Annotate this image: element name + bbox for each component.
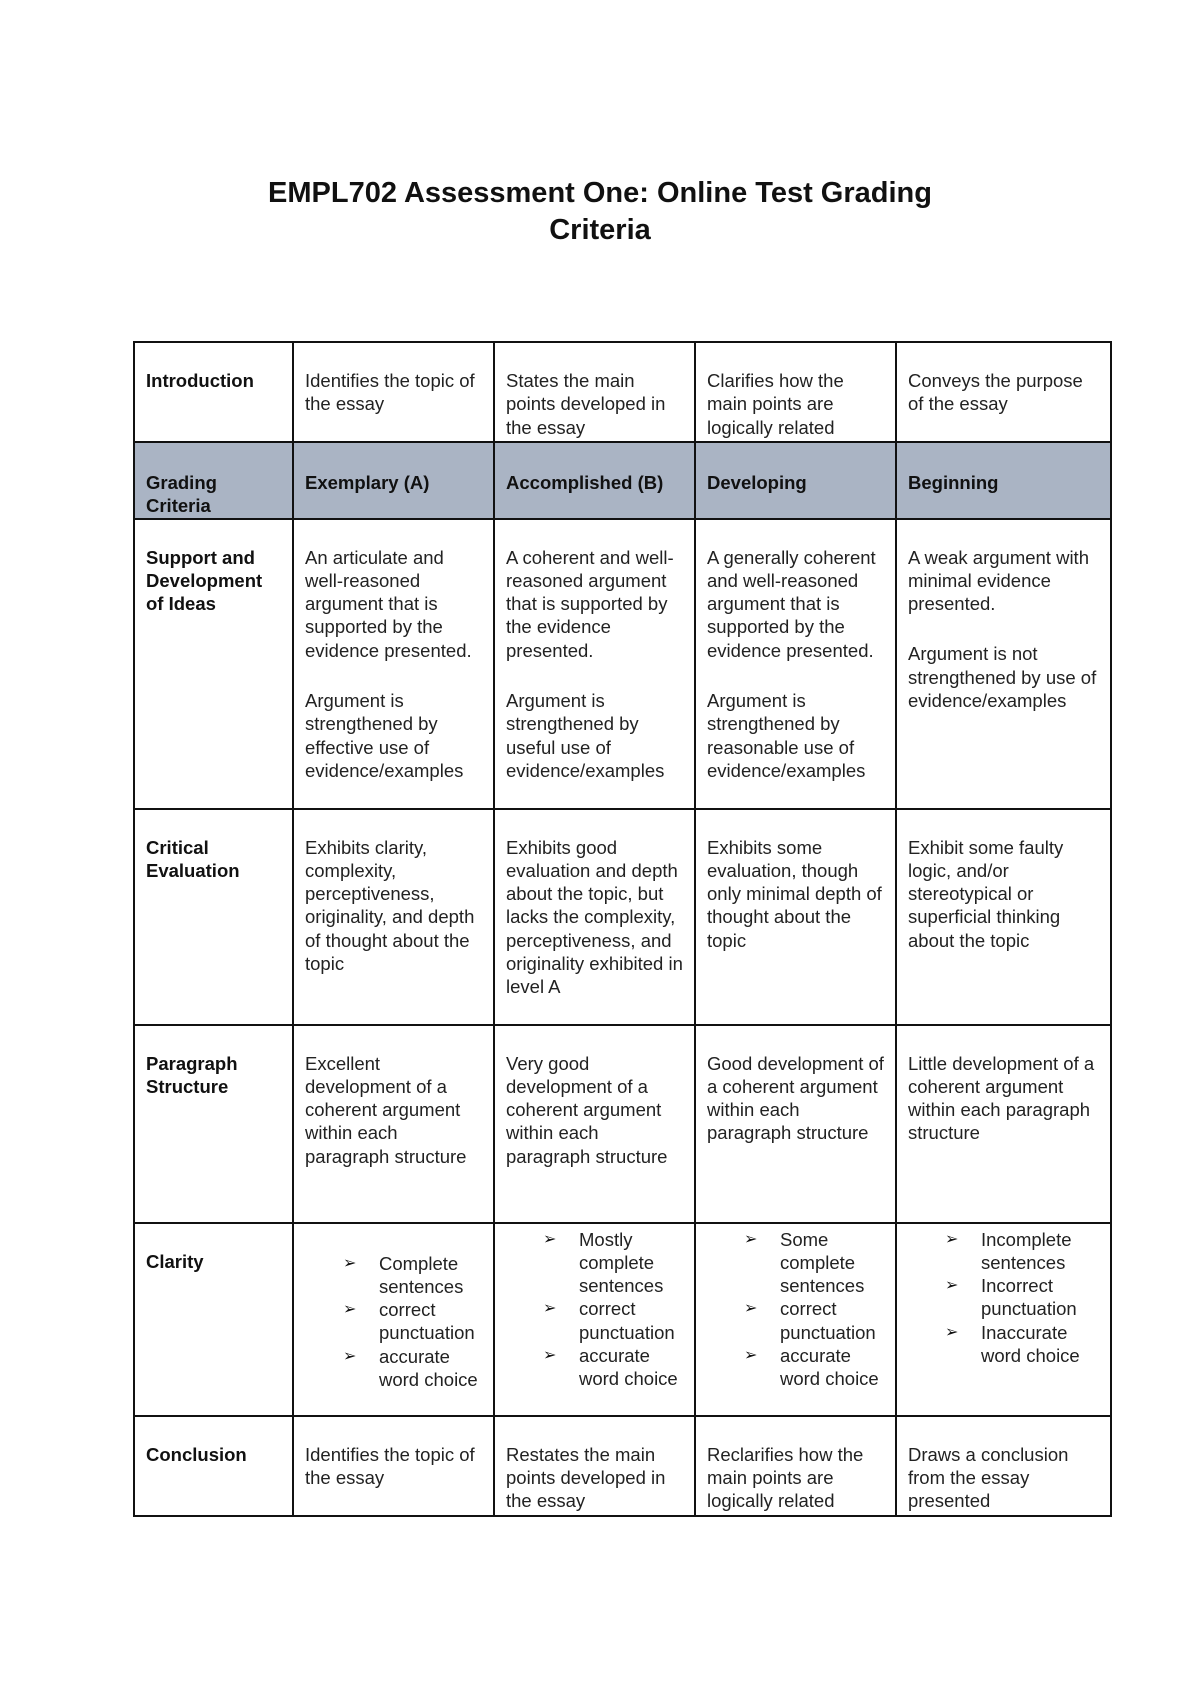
critical-cell-beginning: Exhibit some faulty logic, and/or stereotypical or superficial thinking about the topic (896, 809, 1111, 1025)
paragraph-cell-beginning: Little development of a coherent argument within each paragraph structure (896, 1025, 1111, 1223)
header-level-beginning: Beginning (896, 442, 1111, 519)
list-item: ➢ correct punctuation (744, 1298, 876, 1343)
arrow-bullet-icon: ➢ (744, 1300, 758, 1318)
clarity-cell-exemplary (293, 1223, 494, 1416)
support-cell-beginning (896, 519, 1111, 809)
support-developing-text-2: Argument is strengthened by reasonable use of evidence/examples (707, 690, 866, 781)
row-label-paragraph-structure: Paragraph Structure (134, 1025, 293, 1223)
introduction-cell-accomplished: States the main points developed in the essay (494, 342, 695, 442)
clarity-cell-beginning (896, 1223, 1111, 1416)
row-label-critical-evaluation: Critical Evaluation (134, 809, 293, 1025)
arrow-bullet-icon: ➢ (343, 1347, 357, 1365)
critical-cell-exemplary: Exhibits clarity, complexity, perceptiveness, originality, and depth of thought about the topic (293, 809, 494, 1025)
arrow-bullet-icon: ➢ (543, 1300, 557, 1318)
critical-cell-accomplished: Exhibits good evaluation and depth about the topic, but lacks the complexity, perceptiveness, and originality exhibited in level A (494, 809, 695, 1025)
table-row-critical-evaluation (134, 809, 1111, 1025)
paragraph-cell-exemplary: Excellent development of a coherent argument within each paragraph structure (293, 1025, 494, 1223)
clarity-accomplished-list (543, 1228, 684, 1391)
support-cell-accomplished (494, 519, 695, 809)
clarity-developing-list (744, 1228, 885, 1391)
paragraph-cell-developing: Good development of a coherent argument within each paragraph structure (695, 1025, 896, 1223)
header-label-grading-criteria: Grading Criteria (134, 442, 293, 519)
support-beginning-text-2: Argument is not strengthened by use of evidence/examples (908, 643, 1097, 712)
list-item: ➢ Inaccurate word choice (945, 1321, 1080, 1367)
arrow-bullet-icon: ➢ (343, 1301, 357, 1319)
header-level-accomplished: Accomplished (B) (494, 442, 695, 519)
list-item: ➢ Incorrect punctuation (945, 1275, 1077, 1320)
critical-cell-developing: Exhibits some evaluation, though only minimal depth of thought about the topic (695, 809, 896, 1025)
arrow-bullet-icon: ➢ (945, 1277, 959, 1295)
clarity-beginning-list (945, 1228, 1100, 1368)
list-item: ➢ Some complete sentences (744, 1228, 865, 1297)
row-label-clarity: Clarity (134, 1223, 293, 1416)
arrow-bullet-icon: ➢ (945, 1323, 959, 1341)
arrow-bullet-icon: ➢ (744, 1230, 758, 1248)
conclusion-cell-developing: Reclarifies how the main points are logically related (695, 1416, 896, 1516)
introduction-cell-exemplary: Identifies the topic of the essay (293, 342, 494, 442)
support-cell-exemplary (293, 519, 494, 809)
support-cell-developing (695, 519, 896, 809)
table-row-clarity (134, 1223, 1111, 1416)
arrow-bullet-icon: ➢ (945, 1230, 959, 1248)
clarity-cell-accomplished (494, 1223, 695, 1416)
header-level-exemplary: Exemplary (A) (293, 442, 494, 519)
introduction-cell-beginning: Conveys the purpose of the essay (896, 342, 1111, 442)
row-label-support: Support and Development of Ideas (134, 519, 293, 809)
table-row-support (134, 519, 1111, 809)
table-row-introduction (134, 342, 1111, 442)
row-label-conclusion: Conclusion (134, 1416, 293, 1516)
paragraph-cell-accomplished: Very good development of a coherent argument within each paragraph structure (494, 1025, 695, 1223)
support-exemplary-text-2: Argument is strengthened by effective use of evidence/examples (305, 690, 464, 781)
list-item: ➢ accurate word choice (744, 1345, 879, 1390)
list-item: ➢ correct punctuation (543, 1298, 675, 1343)
support-accomplished-text-1: A coherent and well-reasoned argument that is supported by the evidence presented. (506, 546, 674, 661)
list-item: ➢ Mostly complete sentences (543, 1228, 664, 1297)
arrow-bullet-icon: ➢ (543, 1230, 557, 1248)
page-title (0, 175, 1200, 249)
introduction-cell-developing: Clarifies how the main points are logically related (695, 342, 896, 442)
title-line-1: EMPL702 Assessment One: Online Test Grading (268, 177, 932, 209)
grading-rubric-table (133, 341, 1112, 1517)
arrow-bullet-icon: ➢ (543, 1347, 557, 1365)
list-item: ➢ Complete sentences (343, 1252, 464, 1297)
list-item: ➢ correct punctuation (343, 1299, 475, 1344)
arrow-bullet-icon: ➢ (744, 1347, 758, 1365)
support-developing-text-1: A generally coherent and well-reasoned argument that is supported by the evidence presented. (707, 546, 876, 661)
list-item: ➢ accurate word choice (543, 1345, 678, 1390)
support-beginning-text-1: A weak argument with minimal evidence presented. (908, 546, 1089, 615)
header-level-developing: Developing (695, 442, 896, 519)
table-row-paragraph-structure (134, 1025, 1111, 1223)
clarity-cell-developing (695, 1223, 896, 1416)
clarity-exemplary-list (343, 1252, 483, 1392)
support-exemplary-text-1: An articulate and well-reasoned argument that is supported by the evidence presented. (305, 546, 472, 661)
list-item: ➢ accurate word choice (343, 1345, 478, 1391)
title-line-2: Criteria (549, 214, 651, 246)
conclusion-cell-accomplished: Restates the main points developed in the essay (494, 1416, 695, 1516)
support-accomplished-text-2: Argument is strengthened by useful use of evidence/examples (506, 690, 665, 781)
arrow-bullet-icon: ➢ (343, 1254, 357, 1272)
table-row-conclusion (134, 1416, 1111, 1516)
conclusion-cell-exemplary: Identifies the topic of the essay (293, 1416, 494, 1516)
table-header-row (134, 442, 1111, 519)
list-item: ➢ Incomplete sentences (945, 1228, 1072, 1273)
row-label-introduction: Introduction (134, 342, 293, 442)
conclusion-cell-beginning: Draws a conclusion from the essay presented (896, 1416, 1111, 1516)
